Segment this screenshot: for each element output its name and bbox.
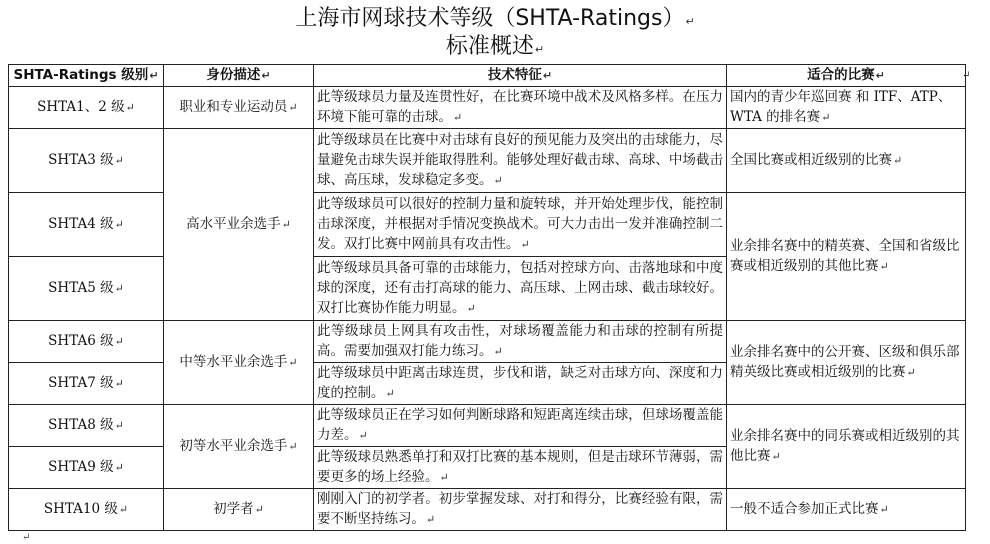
feature-cell: 刚刚入门的初学者。初步掌握发球、对打和得分，比赛经验有限，需要不断坚持练习。↵ — [314, 489, 727, 531]
document-subtitle — [0, 34, 990, 63]
title-line-1: 上海市网球技术等级（SHTA-Ratings） — [295, 6, 685, 31]
feature-cell: 此等级球员中距离击球连贯，步伐和谐，缺乏对击球方向、深度和力度的控制。↵ — [314, 363, 727, 405]
feature-cell: 此等级球员熟悉单打和双打比赛的基本规则，但是击球环节薄弱，需要更多的场上经验。↵ — [314, 447, 727, 489]
identity-cell: 职业和专业运动员↵ — [164, 87, 314, 129]
level-cell: SHTA5 级↵ — [9, 257, 164, 321]
identity-cell: 初等水平业余选手↵ — [164, 405, 314, 489]
level-cell: SHTA4 级↵ — [9, 193, 164, 257]
feature-cell: 此等级球员正在学习如何判断球路和短距离连续击球，但球场覆盖能力差。↵ — [314, 405, 727, 447]
competition-cell: 业余排名赛中的公开赛、区级和俱乐部精英级比赛或相近级别的比赛↵ — [727, 321, 966, 405]
table-row — [9, 489, 966, 531]
table-row — [9, 321, 966, 363]
row-end-mark-icon: ↵ — [962, 70, 971, 81]
table-row — [9, 129, 966, 193]
table-header-row — [9, 65, 966, 87]
ratings-table — [8, 64, 966, 531]
competition-cell: 业余排名赛中的精英赛、全国和省级比赛或相近级别的其他比赛↵ — [727, 193, 966, 321]
table-row — [9, 87, 966, 129]
feature-cell: 此等级球员可以很好的控制力量和旋转球，并开始处理步伐，能控制击球深度，并根据对手情况变换战术。可大力击出一发并准确控制二发。双打比赛中网前具有攻击性。↵ — [314, 193, 727, 257]
feature-cell: 此等级球员具备可靠的击球能力，包括对控球方向、击落地球和中度球的深度，还有击打高球的能力、高压球、上网击球、截击球较好。双打比赛协作能力明显。↵ — [314, 257, 727, 321]
level-cell: SHTA3 级↵ — [9, 129, 164, 193]
identity-cell: 中等水平业余选手↵ — [164, 321, 314, 405]
level-cell: SHTA7 级↵ — [9, 363, 164, 405]
header-level: SHTA-Ratings 级别↵ — [9, 65, 164, 87]
level-cell: SHTA6 级↵ — [9, 321, 164, 363]
competition-cell: 国内的青少年巡回赛 和 ITF、ATP、WTA 的排名赛↵ — [727, 87, 966, 129]
feature-cell: 此等级球员在比赛中对击球有良好的预见能力及突出的击球能力，尽量避免击球失误并能取得胜利。能够处理好截击球、高球、中场截击球、高压球，发球稳定多变。↵ — [314, 129, 727, 193]
document-title — [0, 6, 990, 35]
competition-cell: 业余排名赛中的同乐赛或相近级别的其他比赛↵ — [727, 405, 966, 489]
feature-cell: 此等级球员力量及连贯性好，在比赛环境中战术及风格多样。在压力环境下能可靠的击球。↵ — [314, 87, 727, 129]
competition-cell: 一般不适合参加正式比赛↵ — [727, 489, 966, 531]
paragraph-mark-icon: ↵ — [534, 43, 545, 56]
table-row — [9, 405, 966, 447]
level-cell: SHTA9 级↵ — [9, 447, 164, 489]
header-competitions: 适合的比赛↵ — [727, 65, 966, 87]
title-line-2: 标准概述 — [445, 34, 534, 59]
paragraph-mark-icon: ↵ — [22, 532, 31, 543]
paragraph-mark-icon: ↵ — [685, 15, 695, 28]
feature-cell: 此等级球员上网具有攻击性，对球场覆盖能力和击球的控制有所提高。需要加强双打能力练习。↵ — [314, 321, 727, 363]
header-features: 技术特征↵ — [314, 65, 727, 87]
identity-cell: 高水平业余选手↵ — [164, 129, 314, 321]
competition-cell: 全国比赛或相近级别的比赛↵ — [727, 129, 966, 193]
level-cell: SHTA1、2 级↵ — [9, 87, 164, 129]
level-cell: SHTA10 级↵ — [9, 489, 164, 531]
header-identity: 身份描述↵ — [164, 65, 314, 87]
identity-cell: 初学者↵ — [164, 489, 314, 531]
level-cell: SHTA8 级↵ — [9, 405, 164, 447]
table-row — [9, 193, 966, 257]
